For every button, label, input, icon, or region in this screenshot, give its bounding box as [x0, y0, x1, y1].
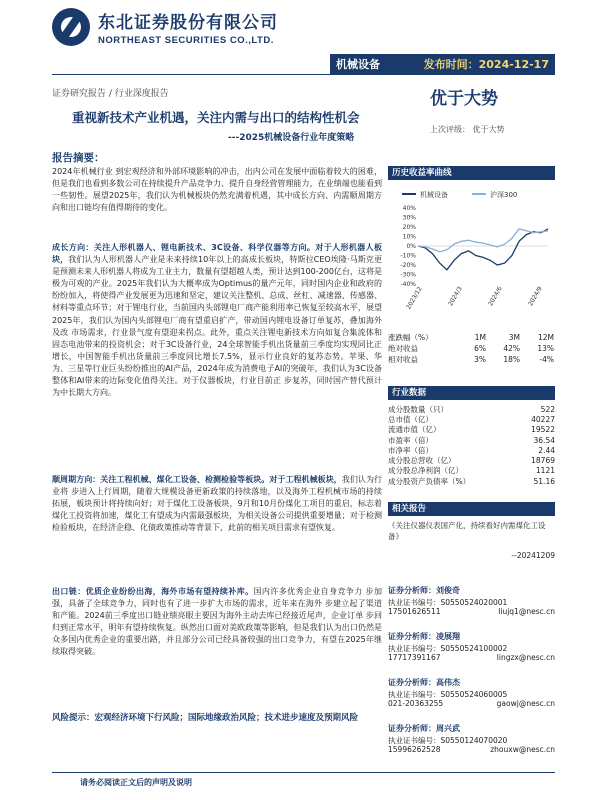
y-tick-label: 40%	[402, 205, 416, 212]
series-line	[418, 229, 548, 252]
table-cell: 流通市值（亿）	[388, 425, 441, 435]
company-name-en: NORTHEAST SECURITIES CO.,LTD.	[98, 35, 274, 46]
table-cell: 总市值（亿）	[388, 414, 433, 424]
paragraph-lead: 出口链：优质企业纷纷出海，海外市场有望持续补库。	[52, 587, 254, 596]
last-rating: 上次评级： 优于大势	[430, 125, 505, 134]
phone: 17717391167	[388, 653, 441, 662]
company-name-cn: 东北证券股份有限公司	[98, 13, 278, 33]
table-cell: 40227	[531, 414, 555, 424]
paragraph-intro	[52, 166, 382, 214]
series-line	[418, 229, 548, 270]
phone: 021-20363255	[388, 699, 444, 708]
related-report	[388, 520, 555, 561]
summary-heading: 报告摘要：	[52, 152, 105, 164]
table-cell: 1121	[535, 466, 555, 476]
table-header: 12M	[537, 333, 554, 342]
analyst-name: 证券分析师：周兴武	[388, 724, 460, 733]
table-row	[388, 476, 555, 486]
table-row	[388, 354, 555, 365]
table-row	[388, 435, 555, 445]
sector-tag: 机械设备	[336, 58, 380, 71]
table-cell: 36.54	[533, 435, 555, 445]
table-row	[388, 343, 555, 354]
email-link[interactable]: liujq1@nesc.cn	[498, 607, 555, 616]
y-tick-label: 0%	[406, 243, 416, 250]
paragraph-export	[52, 586, 382, 659]
paragraph-lead: 风险提示：宏观经济环境下行风险；国际地缘政治风险；技术进步速度及预期风险	[52, 713, 359, 723]
related-report-title[interactable]: 《关注仪器仪表国产化，持续看好内需煤化工设备》	[388, 521, 546, 541]
table-row	[388, 404, 555, 414]
y-tick-label: 30%	[402, 214, 416, 222]
analyst-card	[388, 677, 555, 723]
email-link[interactable]: lingzx@nesc.cn	[496, 653, 555, 662]
analyst-card	[388, 631, 555, 677]
analyst-cert	[388, 689, 555, 699]
related-reports-title: 相关报告	[388, 502, 555, 516]
y-tick-label: -30%	[400, 271, 416, 279]
analyst-cert	[388, 735, 555, 745]
table-row	[388, 445, 555, 455]
paragraph-lead: 顺周期方向：关注工程机械、煤化工设备、检测检验等板块。对于工程机械板块，	[52, 475, 342, 484]
table-row	[388, 455, 555, 465]
analyst-contact	[388, 653, 555, 663]
phone: 17501626511	[388, 607, 441, 616]
table-row	[388, 425, 555, 435]
x-tick-label: 2024/6	[487, 285, 504, 308]
history-return-chart	[388, 186, 555, 321]
table-header: 涨跌幅（%）	[388, 333, 433, 342]
table-header: 1M	[474, 333, 486, 342]
y-tick-label: -10%	[400, 252, 416, 260]
footer	[52, 772, 555, 788]
paragraph-text: 国内许多优秀企业自身竞争力 步加强，具备了全球竞争力，同时也有了进一步扩大市场的需求，近年来在海外 步建立起了渠道和产能。2024前三季度出口链业绩亮眼主要因为海外主动去库已经接近尾声，企业订单 步回归到正常水平，明年有望持续恢复。纵然出口面对美欧政策等影响，但是我们认为出口仍然是众多国内优秀企业的重要出路，并且部分公司已经具备较强的出口竞争力，有望在2025年继续取得突破。	[52, 587, 383, 657]
industry-data-title: 行业数据	[388, 386, 555, 400]
header-divider	[52, 74, 555, 75]
risk-warning	[52, 712, 382, 724]
table-cell: 2.44	[538, 445, 555, 455]
table-cell: 6%	[474, 344, 486, 353]
x-tick-label: 2024/9	[527, 285, 544, 308]
legend-label: 沪深300	[490, 191, 518, 199]
cert-number: 执业证书编号：S0550524100002	[388, 644, 508, 653]
footer-disclaimer[interactable]: 请务必阅读正文后的声明及说明	[80, 778, 192, 787]
table-cell: 42%	[503, 344, 520, 353]
table-cell: 3%	[474, 355, 486, 364]
rating: 优于大势	[430, 89, 498, 109]
paragraph-growth	[52, 242, 382, 399]
analyst-cert	[388, 643, 555, 653]
cert-number: 执业证书编号：S0550524060005	[388, 690, 508, 699]
analyst-name: 证券分析师：刘俊奇	[388, 586, 460, 595]
table-cell: 18769	[531, 456, 555, 466]
y-tick-label: -20%	[400, 262, 416, 269]
breadcrumb: 证券研究报告 / 行业深度报告	[52, 89, 169, 99]
table-cell: 市净率（倍）	[388, 445, 433, 455]
table-header: 3M	[508, 333, 520, 342]
y-tick-label: 10%	[402, 233, 416, 241]
analyst-cert	[388, 597, 555, 607]
history-chart-title: 历史收益率曲线	[388, 166, 555, 180]
table-cell: 成分股总净利润（亿）	[388, 466, 463, 476]
nesc-logo-icon	[52, 8, 90, 46]
table-cell: 13%	[537, 344, 554, 353]
analyst-name: 证券分析师：凌展翔	[388, 632, 460, 641]
cert-number: 执业证书编号：S0550124070020	[388, 736, 508, 745]
analyst-card	[388, 585, 555, 631]
performance-table	[388, 332, 555, 365]
cert-number: 执业证书编号：S0550524020001	[388, 598, 508, 607]
company-logo	[52, 8, 278, 46]
y-tick-label: -40%	[400, 281, 416, 288]
table-cell: 18%	[503, 355, 520, 364]
analyst-list	[388, 585, 555, 769]
table-cell: 19522	[531, 425, 555, 435]
table-cell: 市盈率（倍）	[388, 435, 433, 445]
analyst-contact	[388, 699, 555, 709]
email-link[interactable]: zhouxw@nesc.cn	[490, 745, 555, 754]
table-cell: 成分股总营收（亿）	[388, 456, 456, 466]
header-bar	[330, 54, 555, 74]
table-cell: 绝对收益	[388, 344, 418, 353]
paragraph-lead: 成长方向：关注人形机器人、锂电新技术、3C设备、科学仪器等方向。对于人形机器人板块，	[52, 243, 382, 265]
table-row	[388, 466, 555, 476]
email-link[interactable]: gaowj@nesc.cn	[496, 699, 555, 708]
report-title: 重视新技术产业机遇，关注内需与出口的结构性机会	[72, 110, 360, 125]
table-cell: 相对收益	[388, 355, 418, 364]
table-row	[388, 414, 555, 424]
phone: 15996262528	[388, 745, 441, 754]
analyst-contact	[388, 745, 555, 755]
y-tick-label: 20%	[402, 224, 416, 231]
table-header-row	[388, 332, 555, 343]
table-cell: 522	[540, 404, 555, 414]
analyst-contact	[388, 607, 555, 617]
x-tick-label: 2023/12	[405, 285, 424, 311]
analyst-name: 证券分析师：高伟杰	[388, 678, 460, 687]
x-tick-label: 2024/3	[447, 285, 464, 308]
legend-label: 机械设备	[420, 191, 448, 199]
related-report-date: --20241209	[511, 551, 555, 560]
table-cell: 成分股数量（只）	[388, 404, 448, 414]
paragraph-text: 我们认为行业将 步进入上行周期，随着大规模设备更新政策的持续落地，以及海外工程机械市场的持续拓展，板块预计将持续向好；对于煤化工设备板块，9月和10月份煤化工项目的重启，标志着煤化工投资将加速，煤化工有望成为内需最强板块，为相关设备公司提供重要增量；对于检测检验板块，在经济企稳、化债政策推动等背景下，此前的相关项目需求有望恢复。	[52, 475, 382, 533]
industry-data-table	[388, 404, 555, 486]
report-subtitle: ---2025机械设备行业年度策略	[228, 133, 355, 143]
paragraph-text: 我们认为人形机器人产业是未来持续10年以上的高成长板块，特斯拉CEO埃隆·马斯克更是预测未来人形机器人将成为工业主力，数量有望超越人类，预计达到100-200亿台，这将是极为可观的产业。2025年我们认为大概率成为Optimus的量产元年，同时国内企业和政府的纷纷加入，将使得产业发展更为迅速和坚定，建议关注整机、总成、丝杠、减速器、传感器、材料等重点环节；对于锂电行业，当前国内头部锂电厂商产能利用率已恢复至较高水平，展望2025年，我们认为国内头部锂电厂商有望重启扩产，带动国内锂电设备订单复苏，叠加海外及改 市场需求，行业景气度有望迎来拐点。此外，重点关注锂电新技术方向如复合集流体和固态电池带来的投资机会；对于3C设备行业，24全球智能手机出货量前三季度均实现同比正增长，中国智能手机出货量前三季度同比增长7.5%，显示行业良好的复苏态势。苹果、华为、三星等行业巨头纷纷推出的AI产品，2024年成为消费电子AI的突破年，我们认为3C设备整体和AI带来的边际变化值得关注。对于仪器板块，行业目前正 步复苏，同时国产替代预计为中长期大方向。	[52, 255, 382, 398]
publish-date: 发布时间：2024-12-17	[423, 58, 549, 71]
paragraph-cyclical	[52, 474, 382, 534]
table-cell: 成分股资产负债率（%）	[388, 476, 471, 486]
paragraph-text: 2024年机械行业 到宏观经济和外部环境影响的冲击，出内公司在发展中面临着较大的困难，但是我们也看到多数公司在持续提升产品竞争力、提升自身经营管理能力，在业绩端也能看到一些韧性。展望2025年，我们认为机械板块仍然充满着机遇，其中成长方向、内需顺周期方向和出口链均有值得期待的变化。	[52, 167, 382, 213]
table-cell: 51.16	[533, 476, 555, 486]
analyst-card	[388, 723, 555, 769]
table-cell: -4%	[539, 355, 554, 364]
